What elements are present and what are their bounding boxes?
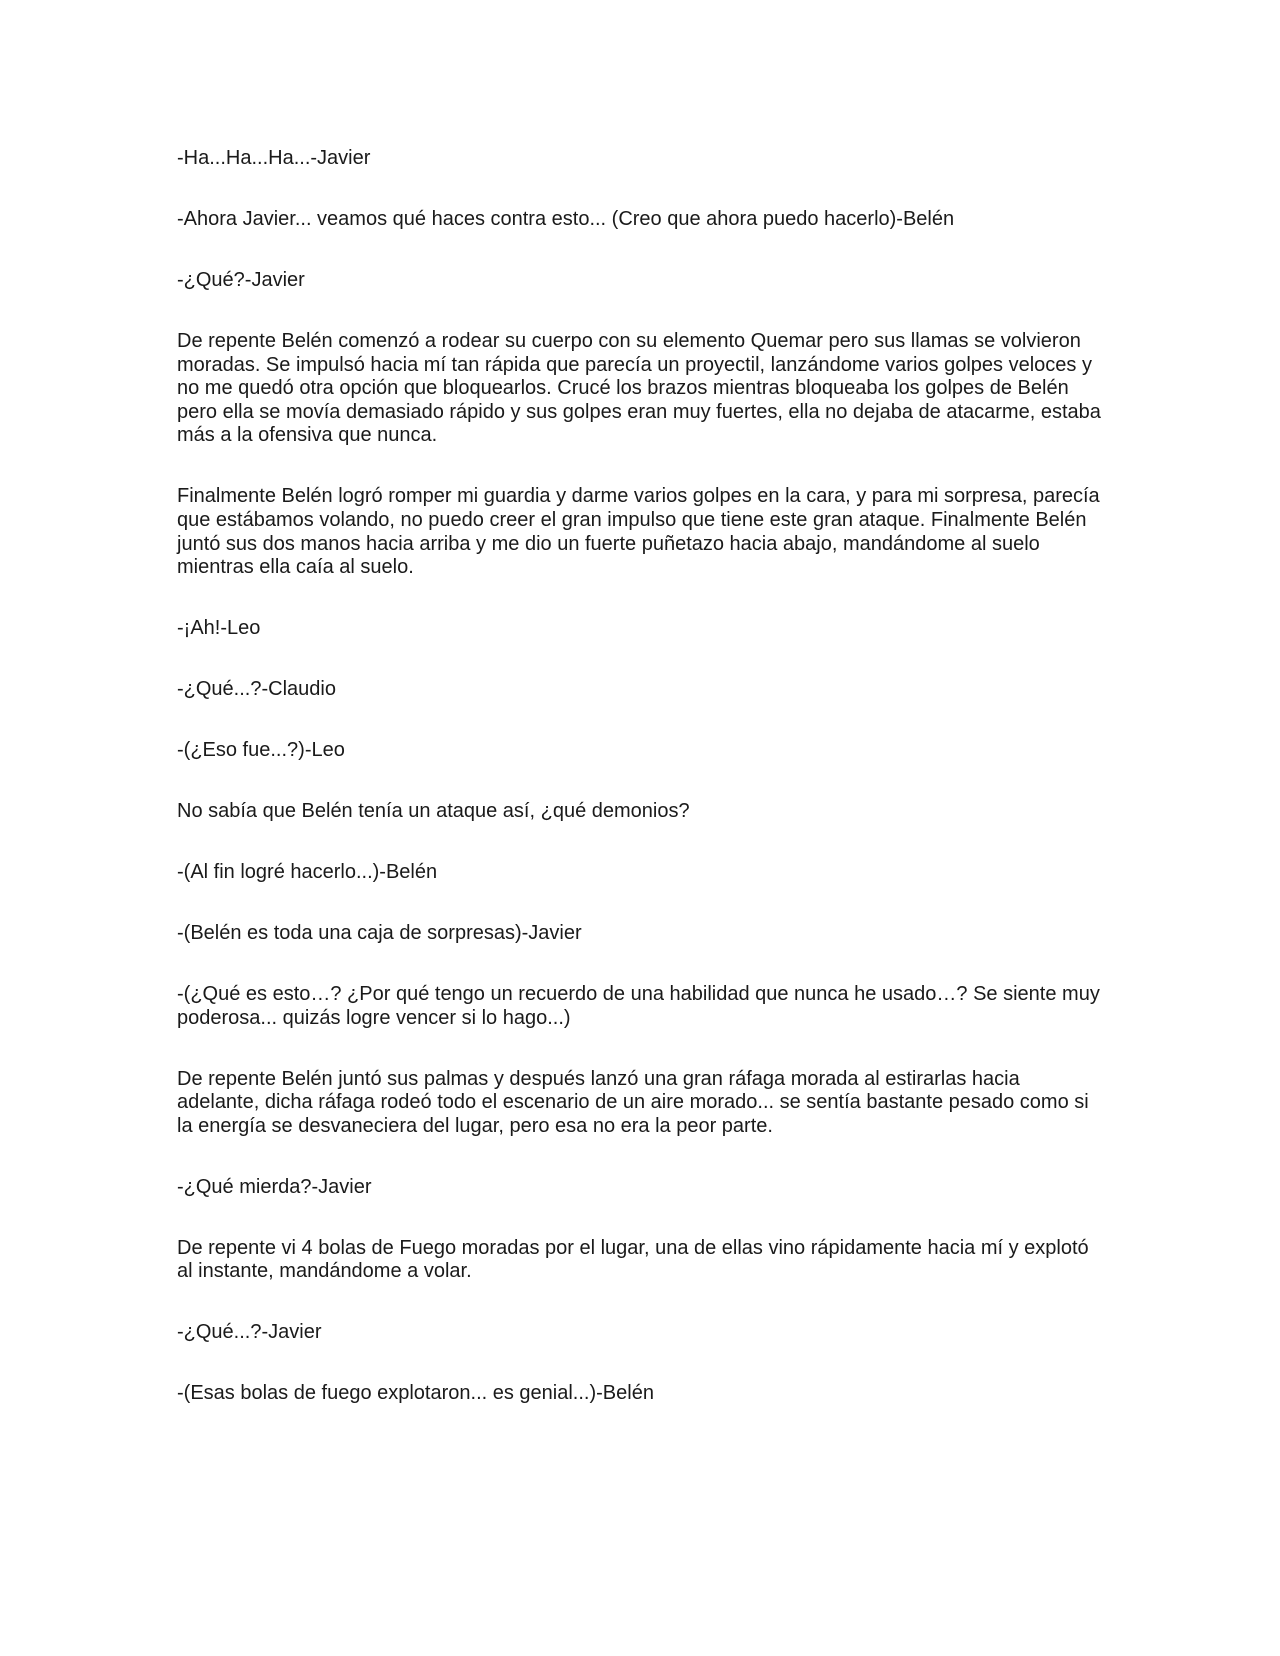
- paragraph: -Ha...Ha...Ha...-Javier: [177, 147, 371, 169]
- paragraph: De repente vi 4 bolas de Fuego moradas por el lugar, una de ellas vino rápidamente hacia mí y explotó al instante, mandándome a volar.: [177, 1236, 1089, 1283]
- paragraph: -(¿Qué es esto…? ¿Por qué tengo un recuerdo de una habilidad que nunca he usado…? Se siente muy poderosa... quizás logre vencer si lo hago...): [177, 982, 1100, 1029]
- paragraph: No sabía que Belén tenía un ataque así, ¿qué demonios?: [177, 800, 690, 823]
- paragraph: -¿Qué...?-Javier: [177, 1321, 322, 1344]
- document-body: [177, 147, 1107, 1443]
- paragraph: De repente Belén juntó sus palmas y después lanzó una gran ráfaga morada al estirarlas hacia adelante, dicha ráfaga rodeó todo el escenario de un aire morado... se sentía bastante pesado como si la energía se desvaneciera del lugar, pero esa no era la peor parte.: [177, 1067, 1089, 1137]
- paragraph: -¿Qué mierda?-Javier: [177, 1175, 372, 1198]
- paragraph: -(Esas bolas de fuego explotaron... es genial...)-Belén: [177, 1382, 654, 1405]
- paragraph: -(Belén es toda una caja de sorpresas)-Javier: [177, 922, 582, 944]
- paragraph: Finalmente Belén logró romper mi guardia y darme varios golpes en la cara, y para mi sorpresa, parecía que estábamos volando, no puedo creer el gran impulso que tiene este gran ataque. Finalmente Belén juntó sus dos manos hacia arriba y me dio un fuerte puñetazo hacia abajo, mandándome al suelo mientras ella caía al suelo.: [177, 485, 1100, 579]
- paragraph: -(¿Eso fue...?)-Leo: [177, 739, 345, 762]
- paragraph: -¿Qué?-Javier: [177, 268, 305, 291]
- paragraph: -¡Ah!-Leo: [177, 617, 261, 640]
- paragraph: De repente Belén comenzó a rodear su cuerpo con su elemento Quemar pero sus llamas se volvieron moradas. Se impulsó hacia mí tan rápida que parecía un proyectil, lanzándome varios golpes veloces y no me quedó otra opción que bloquearlos. Crucé los brazos mientras bloqueaba los golpes de Belén pero ella se movía demasiado rápido y sus golpes eran muy fuertes, ella no dejaba de atacarme, estaba más a la ofensiva que nunca.: [177, 329, 1101, 447]
- paragraph: -Ahora Javier... veamos qué haces contra esto... (Creo que ahora puedo hacerlo)-Belén: [177, 207, 955, 230]
- paragraph: -(Al fin logré hacerlo...)-Belén: [177, 861, 438, 884]
- paragraph: -¿Qué...?-Claudio: [177, 678, 336, 701]
